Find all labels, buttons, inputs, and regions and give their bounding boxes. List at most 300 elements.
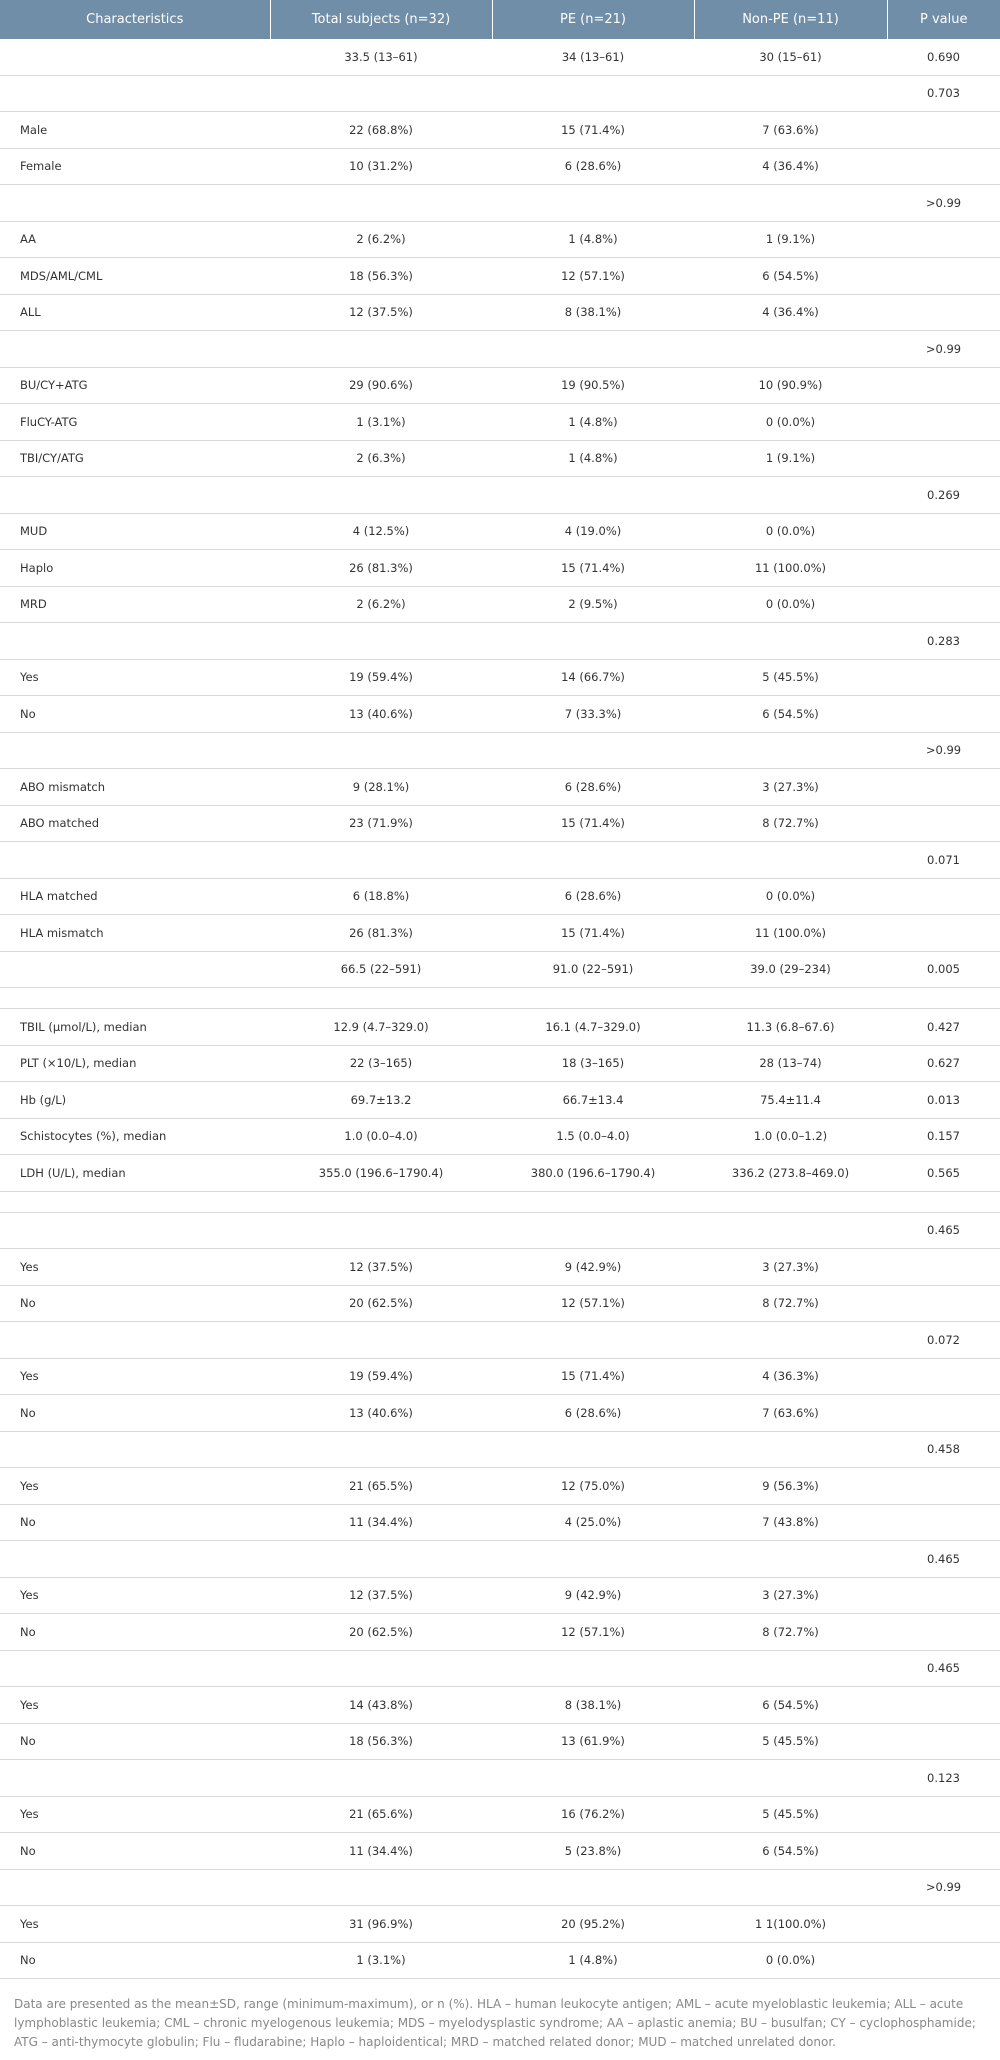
cell-total (270, 75, 492, 112)
cell-characteristic: Hb (g/L) (0, 1082, 270, 1119)
cell-total (270, 1431, 492, 1468)
header-row (0, 0, 1000, 39)
cell-p-value: 0.013 (887, 1082, 1000, 1119)
cell-total: 21 (65.5%) (270, 1468, 492, 1505)
table-row (0, 623, 1000, 660)
cell-total: 1 (3.1%) (270, 1942, 492, 1979)
cell-pe (492, 75, 694, 112)
cell-p-value: 0.690 (887, 39, 1000, 75)
cell-non-pe: 1.0 (0.0–1.2) (694, 1118, 887, 1155)
cell-p-value (887, 1395, 1000, 1432)
cell-total (270, 1760, 492, 1797)
cell-total: 2 (6.2%) (270, 586, 492, 623)
table-row (0, 1431, 1000, 1468)
cell-non-pe: 6 (54.5%) (694, 1687, 887, 1724)
cell-characteristic: Haplo (0, 550, 270, 587)
spacer-cell (0, 1191, 1000, 1212)
cell-characteristic (0, 732, 270, 769)
cell-p-value (887, 148, 1000, 185)
cell-pe: 12 (57.1%) (492, 1614, 694, 1651)
cell-total (270, 732, 492, 769)
cell-pe: 14 (66.7%) (492, 659, 694, 696)
cell-non-pe (694, 1541, 887, 1578)
cell-p-value: 0.269 (887, 477, 1000, 514)
cell-total: 66.5 (22–591) (270, 951, 492, 988)
table-row (0, 659, 1000, 696)
cell-pe (492, 1431, 694, 1468)
cell-non-pe (694, 1650, 887, 1687)
cell-characteristic: HLA matched (0, 878, 270, 915)
cell-pe: 5 (23.8%) (492, 1833, 694, 1870)
cell-pe: 8 (38.1%) (492, 1687, 694, 1724)
cell-characteristic: MDS/AML/CML (0, 258, 270, 295)
table-row (0, 404, 1000, 441)
cell-non-pe: 10 (90.9%) (694, 367, 887, 404)
table-row (0, 148, 1000, 185)
cell-pe: 4 (25.0%) (492, 1504, 694, 1541)
cell-p-value (887, 1249, 1000, 1286)
cell-p-value: >0.99 (887, 732, 1000, 769)
cell-pe: 18 (3–165) (492, 1045, 694, 1082)
cell-p-value: 0.005 (887, 951, 1000, 988)
cell-characteristic: Male (0, 112, 270, 149)
cell-pe: 12 (75.0%) (492, 1468, 694, 1505)
cell-p-value (887, 221, 1000, 258)
cell-pe: 8 (38.1%) (492, 294, 694, 331)
cell-characteristic: No (0, 696, 270, 733)
cell-total (270, 477, 492, 514)
table-row (0, 39, 1000, 75)
table-row (0, 586, 1000, 623)
cell-pe (492, 477, 694, 514)
table-row (0, 1504, 1000, 1541)
cell-non-pe: 39.0 (29–234) (694, 951, 887, 988)
table-row (0, 258, 1000, 295)
cell-total: 11 (34.4%) (270, 1504, 492, 1541)
cell-total: 1.0 (0.0–4.0) (270, 1118, 492, 1155)
cell-non-pe: 1 (9.1%) (694, 221, 887, 258)
cell-non-pe: 11 (100.0%) (694, 915, 887, 952)
cell-p-value (887, 112, 1000, 149)
cell-total (270, 1322, 492, 1359)
table-body (0, 39, 1000, 1979)
table-row (0, 1358, 1000, 1395)
cell-total: 2 (6.2%) (270, 221, 492, 258)
table-row (0, 1285, 1000, 1322)
cell-total (270, 623, 492, 660)
cell-p-value (887, 1504, 1000, 1541)
cell-non-pe: 7 (43.8%) (694, 1504, 887, 1541)
cell-non-pe (694, 842, 887, 879)
cell-total (270, 1212, 492, 1249)
cell-characteristic: No (0, 1723, 270, 1760)
cell-total: 2 (6.3%) (270, 440, 492, 477)
cell-non-pe: 1 (9.1%) (694, 440, 887, 477)
cell-characteristic: Yes (0, 1906, 270, 1943)
table-row (0, 1942, 1000, 1979)
cell-pe: 15 (71.4%) (492, 805, 694, 842)
cell-non-pe: 30 (15–61) (694, 39, 887, 75)
cell-p-value: 0.071 (887, 842, 1000, 879)
table-row (0, 294, 1000, 331)
cell-non-pe: 0 (0.0%) (694, 586, 887, 623)
cell-total (270, 185, 492, 222)
table-row (0, 1833, 1000, 1870)
cell-p-value: 0.157 (887, 1118, 1000, 1155)
cell-total: 21 (65.6%) (270, 1796, 492, 1833)
cell-p-value (887, 1468, 1000, 1505)
cell-characteristic (0, 185, 270, 222)
cell-p-value (887, 1577, 1000, 1614)
cell-non-pe: 4 (36.3%) (694, 1358, 887, 1395)
cell-p-value (887, 440, 1000, 477)
cell-non-pe: 1 1(100.0%) (694, 1906, 887, 1943)
table-row (0, 1212, 1000, 1249)
cell-characteristic: No (0, 1942, 270, 1979)
table-row (0, 1155, 1000, 1192)
cell-p-value: 0.565 (887, 1155, 1000, 1192)
table-row (0, 915, 1000, 952)
cell-non-pe (694, 331, 887, 368)
table-row (0, 1687, 1000, 1724)
cell-total: 9 (28.1%) (270, 769, 492, 806)
cell-pe: 15 (71.4%) (492, 915, 694, 952)
cell-total (270, 1541, 492, 1578)
cell-non-pe: 4 (36.4%) (694, 148, 887, 185)
cell-p-value: >0.99 (887, 1869, 1000, 1906)
cell-pe: 13 (61.9%) (492, 1723, 694, 1760)
cell-characteristic: No (0, 1285, 270, 1322)
cell-pe: 34 (13–61) (492, 39, 694, 75)
cell-non-pe: 8 (72.7%) (694, 1285, 887, 1322)
table-row (0, 1468, 1000, 1505)
cell-characteristic: Schistocytes (%), median (0, 1118, 270, 1155)
cell-characteristic: Female (0, 148, 270, 185)
cell-non-pe (694, 623, 887, 660)
table-row (0, 878, 1000, 915)
cell-p-value: 0.283 (887, 623, 1000, 660)
cell-characteristic (0, 1869, 270, 1906)
cell-p-value (887, 769, 1000, 806)
cell-pe: 1 (4.8%) (492, 221, 694, 258)
table-row (0, 769, 1000, 806)
cell-characteristic (0, 1322, 270, 1359)
table-row (0, 1906, 1000, 1943)
table-row (0, 1577, 1000, 1614)
cell-p-value: >0.99 (887, 185, 1000, 222)
table-row (0, 550, 1000, 587)
header-total-subjects: Total subjects (n=32) (270, 0, 492, 39)
cell-total: 6 (18.8%) (270, 878, 492, 915)
cell-non-pe: 8 (72.7%) (694, 805, 887, 842)
cell-p-value: 0.458 (887, 1431, 1000, 1468)
cell-characteristic: LDH (U/L), median (0, 1155, 270, 1192)
cell-pe (492, 185, 694, 222)
cell-pe: 15 (71.4%) (492, 1358, 694, 1395)
table-row (0, 951, 1000, 988)
cell-non-pe: 4 (36.4%) (694, 294, 887, 331)
cell-non-pe (694, 1322, 887, 1359)
cell-pe: 15 (71.4%) (492, 550, 694, 587)
table-footnote: Data are presented as the mean±SD, range (minimum-maximum), or n (%). HLA – human leukocyte antigen; AML – acute myeloblastic leukemia; ALL – acute lymphoblastic leukemia; CML – chronic myelogenous leukemia; MDS – myelodysplastic syndrome; AA – aplastic anemia; BU – busulfan; CY – cyclophosphamide; ATG – anti-thymocyte globulin; Flu – fludarabine; Haplo – haploidentical; MRD – matched related donor; MUD – matched unrelated donor. (14, 1997, 976, 2049)
cell-characteristic: ABO matched (0, 805, 270, 842)
cell-non-pe: 0 (0.0%) (694, 1942, 887, 1979)
cell-pe: 1 (4.8%) (492, 404, 694, 441)
cell-p-value: 0.123 (887, 1760, 1000, 1797)
table-row (0, 1614, 1000, 1651)
cell-p-value (887, 1614, 1000, 1651)
cell-non-pe (694, 1431, 887, 1468)
cell-total: 26 (81.3%) (270, 915, 492, 952)
cell-characteristic: Yes (0, 1577, 270, 1614)
cell-pe (492, 1541, 694, 1578)
cell-total: 22 (3–165) (270, 1045, 492, 1082)
cell-total: 13 (40.6%) (270, 696, 492, 733)
cell-total: 12.9 (4.7–329.0) (270, 1009, 492, 1046)
cell-total (270, 1869, 492, 1906)
cell-p-value (887, 1906, 1000, 1943)
cell-pe: 6 (28.6%) (492, 878, 694, 915)
cell-non-pe (694, 1869, 887, 1906)
cell-non-pe: 6 (54.5%) (694, 1833, 887, 1870)
table-row (0, 185, 1000, 222)
cell-total (270, 331, 492, 368)
cell-pe: 16.1 (4.7–329.0) (492, 1009, 694, 1046)
cell-non-pe (694, 75, 887, 112)
cell-characteristic: FluCY-ATG (0, 404, 270, 441)
cell-p-value (887, 550, 1000, 587)
cell-pe: 12 (57.1%) (492, 1285, 694, 1322)
cell-non-pe: 9 (56.3%) (694, 1468, 887, 1505)
cell-pe: 91.0 (22–591) (492, 951, 694, 988)
cell-total: 26 (81.3%) (270, 550, 492, 587)
cell-total: 69.7±13.2 (270, 1082, 492, 1119)
cell-characteristic: No (0, 1614, 270, 1651)
table-row (0, 1723, 1000, 1760)
cell-p-value (887, 915, 1000, 952)
cell-pe: 6 (28.6%) (492, 769, 694, 806)
cell-total (270, 842, 492, 879)
cell-total (270, 1650, 492, 1687)
cell-characteristic: Yes (0, 1358, 270, 1395)
header-characteristics: Characteristics (0, 0, 270, 39)
cell-non-pe: 0 (0.0%) (694, 878, 887, 915)
table-row (0, 842, 1000, 879)
table-row (0, 1322, 1000, 1359)
cell-characteristic (0, 842, 270, 879)
cell-p-value: 0.465 (887, 1650, 1000, 1687)
cell-p-value (887, 878, 1000, 915)
table-row (0, 1118, 1000, 1155)
cell-pe: 380.0 (196.6–1790.4) (492, 1155, 694, 1192)
cell-p-value (887, 404, 1000, 441)
cell-pe: 19 (90.5%) (492, 367, 694, 404)
cell-pe: 2 (9.5%) (492, 586, 694, 623)
table-row (0, 732, 1000, 769)
table-row (0, 112, 1000, 149)
cell-pe (492, 732, 694, 769)
cell-total: 23 (71.9%) (270, 805, 492, 842)
cell-pe (492, 1322, 694, 1359)
cell-pe: 1.5 (0.0–4.0) (492, 1118, 694, 1155)
cell-non-pe: 3 (27.3%) (694, 1577, 887, 1614)
cell-total: 14 (43.8%) (270, 1687, 492, 1724)
cell-non-pe: 5 (45.5%) (694, 1796, 887, 1833)
cell-non-pe: 8 (72.7%) (694, 1614, 887, 1651)
cell-pe: 6 (28.6%) (492, 1395, 694, 1432)
cell-p-value (887, 513, 1000, 550)
cell-characteristic: Yes (0, 1687, 270, 1724)
cell-pe: 15 (71.4%) (492, 112, 694, 149)
header-pe: PE (n=21) (492, 0, 694, 39)
cell-characteristic: HLA mismatch (0, 915, 270, 952)
cell-pe: 1 (4.8%) (492, 1942, 694, 1979)
cell-non-pe: 11 (100.0%) (694, 550, 887, 587)
cell-total: 18 (56.3%) (270, 258, 492, 295)
cell-non-pe: 6 (54.5%) (694, 696, 887, 733)
cell-pe: 12 (57.1%) (492, 258, 694, 295)
spacer-cell (0, 988, 1000, 1009)
cell-pe: 9 (42.9%) (492, 1577, 694, 1614)
cell-p-value: 0.427 (887, 1009, 1000, 1046)
table-row (0, 221, 1000, 258)
table-row (0, 513, 1000, 550)
cell-p-value: 0.627 (887, 1045, 1000, 1082)
cell-characteristic (0, 39, 270, 75)
cell-pe: 4 (19.0%) (492, 513, 694, 550)
cell-total: 20 (62.5%) (270, 1614, 492, 1651)
cell-pe: 66.7±13.4 (492, 1082, 694, 1119)
cell-total: 19 (59.4%) (270, 1358, 492, 1395)
cell-total: 12 (37.5%) (270, 1249, 492, 1286)
cell-characteristic (0, 1431, 270, 1468)
cell-characteristic: No (0, 1395, 270, 1432)
cell-pe: 20 (95.2%) (492, 1906, 694, 1943)
cell-p-value: 0.703 (887, 75, 1000, 112)
cell-p-value (887, 1796, 1000, 1833)
table-row (0, 75, 1000, 112)
cell-p-value (887, 1942, 1000, 1979)
cell-characteristic: ABO mismatch (0, 769, 270, 806)
cell-total: 31 (96.9%) (270, 1906, 492, 1943)
table-row (0, 1082, 1000, 1119)
cell-p-value: 0.465 (887, 1541, 1000, 1578)
cell-pe (492, 842, 694, 879)
cell-pe (492, 623, 694, 660)
table-header (0, 0, 1000, 39)
cell-p-value (887, 1285, 1000, 1322)
cell-total: 33.5 (13–61) (270, 39, 492, 75)
cell-characteristic: ALL (0, 294, 270, 331)
cell-total: 22 (68.8%) (270, 112, 492, 149)
cell-p-value (887, 367, 1000, 404)
cell-pe: 7 (33.3%) (492, 696, 694, 733)
table-row (0, 1650, 1000, 1687)
cell-total: 18 (56.3%) (270, 1723, 492, 1760)
header-non-pe: Non-PE (n=11) (694, 0, 887, 39)
cell-characteristic (0, 1650, 270, 1687)
table-row (0, 1796, 1000, 1833)
table-row (0, 805, 1000, 842)
cell-total: 355.0 (196.6–1790.4) (270, 1155, 492, 1192)
cell-pe: 9 (42.9%) (492, 1249, 694, 1286)
cell-pe (492, 1760, 694, 1797)
cell-characteristic: PLT (×10/L), median (0, 1045, 270, 1082)
cell-characteristic (0, 75, 270, 112)
cell-pe (492, 1869, 694, 1906)
table-row (0, 1249, 1000, 1286)
cell-pe (492, 1212, 694, 1249)
cell-characteristic (0, 623, 270, 660)
cell-characteristic (0, 477, 270, 514)
cell-characteristic: No (0, 1504, 270, 1541)
cell-non-pe: 28 (13–74) (694, 1045, 887, 1082)
cell-non-pe: 11.3 (6.8–67.6) (694, 1009, 887, 1046)
header-p-value: P value (887, 0, 1000, 39)
table-row (0, 1009, 1000, 1046)
cell-p-value: 0.072 (887, 1322, 1000, 1359)
cell-characteristic: TBI/CY/ATG (0, 440, 270, 477)
cell-total: 12 (37.5%) (270, 294, 492, 331)
cell-non-pe: 5 (45.5%) (694, 659, 887, 696)
cell-non-pe: 7 (63.6%) (694, 1395, 887, 1432)
spacer-row (0, 1191, 1000, 1212)
cell-total: 10 (31.2%) (270, 148, 492, 185)
cell-non-pe: 7 (63.6%) (694, 112, 887, 149)
cell-pe: 6 (28.6%) (492, 148, 694, 185)
cell-characteristic: Yes (0, 1249, 270, 1286)
cell-characteristic: Yes (0, 659, 270, 696)
cell-p-value: 0.465 (887, 1212, 1000, 1249)
table-row (0, 331, 1000, 368)
cell-non-pe: 6 (54.5%) (694, 258, 887, 295)
cell-non-pe: 5 (45.5%) (694, 1723, 887, 1760)
cell-total: 29 (90.6%) (270, 367, 492, 404)
cell-non-pe: 0 (0.0%) (694, 513, 887, 550)
cell-non-pe (694, 477, 887, 514)
cell-p-value (887, 1723, 1000, 1760)
table-row (0, 1395, 1000, 1432)
table-row (0, 1760, 1000, 1797)
cell-characteristic: BU/CY+ATG (0, 367, 270, 404)
cell-non-pe: 3 (27.3%) (694, 769, 887, 806)
table-row (0, 1045, 1000, 1082)
cell-p-value (887, 1687, 1000, 1724)
cell-non-pe (694, 1760, 887, 1797)
cell-pe: 1 (4.8%) (492, 440, 694, 477)
cell-characteristic (0, 331, 270, 368)
cell-characteristic: No (0, 1833, 270, 1870)
cell-characteristic: Yes (0, 1796, 270, 1833)
cell-non-pe (694, 732, 887, 769)
cell-characteristic (0, 1760, 270, 1797)
cell-p-value (887, 659, 1000, 696)
cell-p-value (887, 294, 1000, 331)
cell-characteristic (0, 1541, 270, 1578)
cell-characteristic: MRD (0, 586, 270, 623)
table-row (0, 696, 1000, 733)
cell-non-pe: 3 (27.3%) (694, 1249, 887, 1286)
cell-non-pe: 336.2 (273.8–469.0) (694, 1155, 887, 1192)
cell-p-value (887, 696, 1000, 733)
cell-total: 4 (12.5%) (270, 513, 492, 550)
cell-non-pe: 75.4±11.4 (694, 1082, 887, 1119)
cell-characteristic (0, 1212, 270, 1249)
table-row (0, 477, 1000, 514)
spacer-row (0, 988, 1000, 1009)
cell-characteristic: MUD (0, 513, 270, 550)
cell-characteristic: Yes (0, 1468, 270, 1505)
